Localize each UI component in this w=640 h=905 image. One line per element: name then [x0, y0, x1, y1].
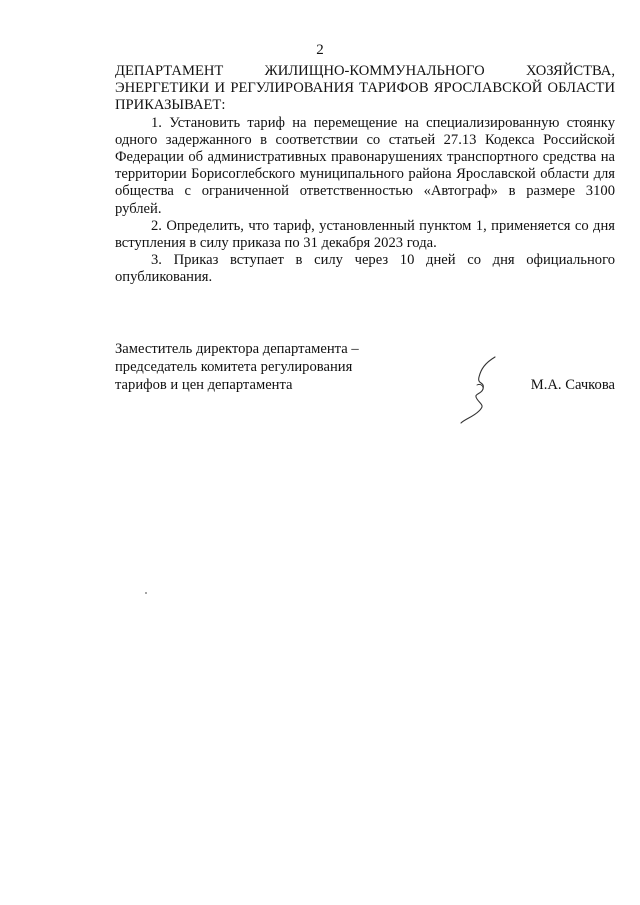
signer-title-line: тарифов и цен департамента: [115, 377, 293, 393]
handwritten-signature-icon: [455, 355, 505, 425]
signer-title-line: Заместитель директора департамента –: [115, 341, 359, 357]
paragraph-3: 3. Приказ вступает в силу через 10 дней со дня официального опубликования.: [115, 252, 615, 286]
order-heading: ДЕПАРТАМЕНТ ЖИЛИЩНО-КОММУНАЛЬНОГО ХОЗЯЙСТВА, ЭНЕРГЕТИКИ И РЕГУЛИРОВАНИЯ ТАРИФОВ ЯРОСЛАВСКОЙ ОБЛАСТИ ПРИКАЗЫВАЕТ:: [115, 63, 615, 114]
page-number: 2: [316, 42, 324, 58]
signature-block: [115, 340, 615, 394]
signer-title-line: председатель комитета регулирования: [115, 359, 353, 375]
scan-speck: [145, 592, 147, 594]
document-body: [115, 63, 615, 287]
signer-name: М.А. Сачкова: [530, 377, 615, 393]
paragraph-1: 1. Установить тариф на перемещение на специализированную стоянку одного задержанного в соответствии со статьей 27.13 Кодекса Российской Федерации об административных правонарушениях транспортного средства на территории Борисоглебского муниципального района Ярославской области для общества с ограниченной ответственностью «Автограф» в размере 3100 рублей.: [115, 114, 615, 217]
paragraph-2: 2. Определить, что тариф, установленный пунктом 1, применяется со дня вступления в силу приказа по 31 декабря 2023 года.: [115, 217, 615, 252]
